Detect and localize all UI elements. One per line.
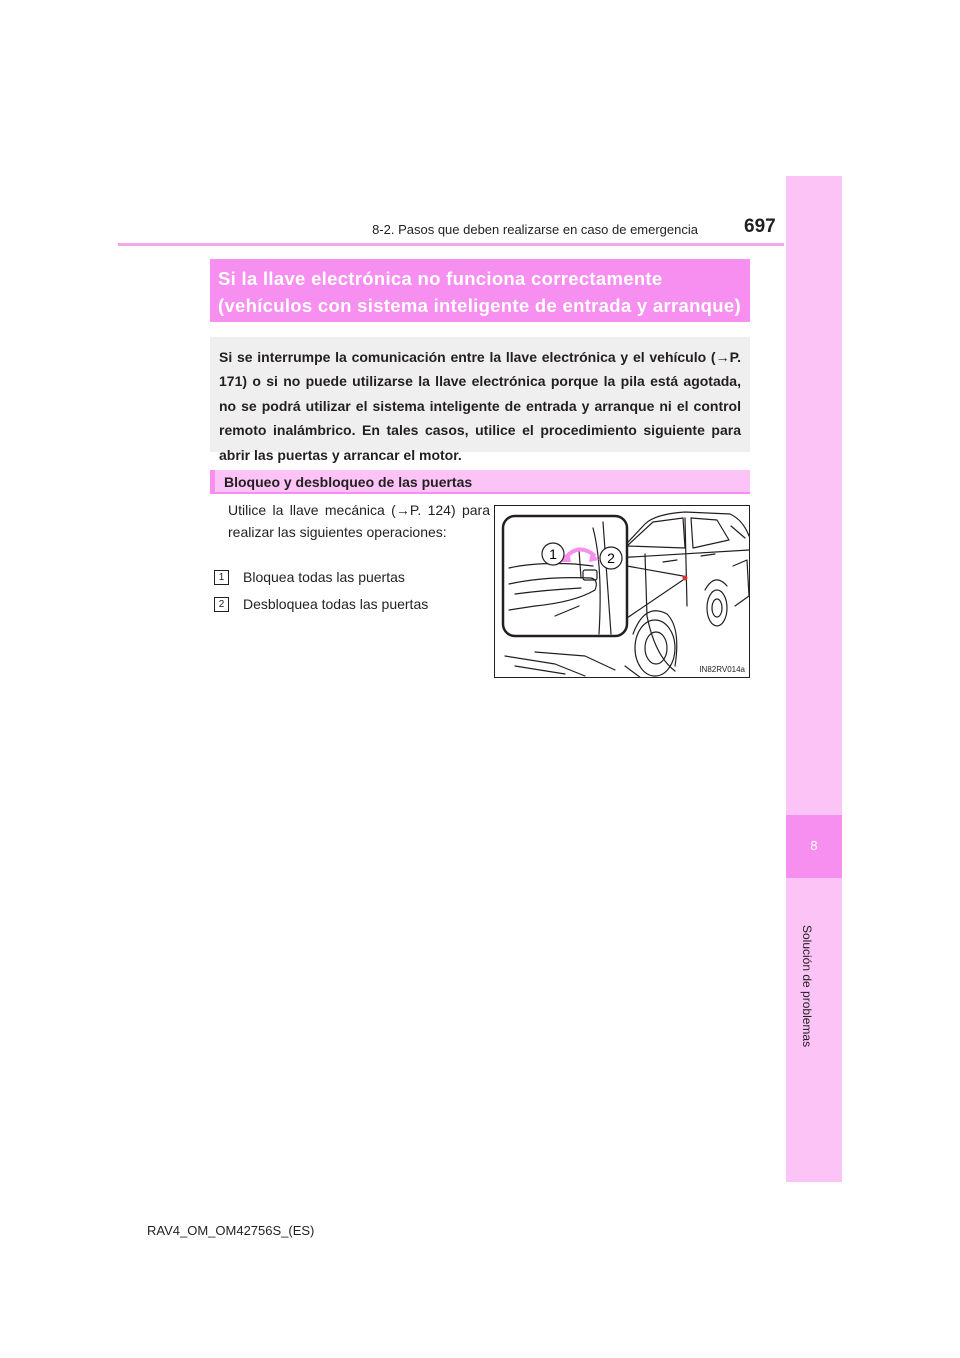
subsection-title: Bloqueo y desbloqueo de las puertas: [224, 474, 473, 490]
title-line-1: Si la llave electrónica no funciona correctamente: [218, 268, 663, 289]
section-header: 8-2. Pasos que deben realizarse en caso de emergencia: [372, 222, 698, 237]
svg-text:2: 2: [607, 550, 615, 566]
svg-text:1: 1: [549, 546, 557, 562]
subsection-header: [210, 470, 750, 494]
step-text: Desbloquea todas las puertas: [243, 596, 429, 612]
door-key-illustration: [494, 505, 750, 678]
body-text: Utilice la llave mecánica (→P. 124) para realizar las siguientes operaciones:: [228, 502, 490, 540]
car-door-drawing: [495, 506, 750, 678]
intro-box: [210, 337, 750, 463]
chapter-label: Solución de problemas: [800, 925, 814, 1048]
step-number-badge: 1: [214, 570, 229, 585]
side-tab: [786, 176, 842, 1182]
step-text: Bloquea todas las puertas: [243, 569, 405, 585]
page-number: 697: [744, 216, 776, 237]
intro-text: Si se interrumpe la comunicación entre la llave electrónica y el vehículo (→P. 171) o si no puede utilizarse la llave electrónica porque la pila está agotada, no se podrá utilizar el sistema inteligente de entrada y arranque ni el control remoto inalámbrico. En tales casos, utilice el procedimiento siguiente para abrir las puertas y arrancar el motor.: [219, 349, 741, 463]
illustration-code: IN82RV014a: [699, 665, 745, 674]
section-title-banner: [210, 259, 750, 322]
step-number-badge: 2: [214, 597, 229, 612]
footer-code: RAV4_OM_OM42756S_(ES): [147, 1223, 315, 1238]
callout-2: [600, 547, 622, 569]
header-rule: [118, 243, 784, 246]
title-line-2: (vehículos con sistema inteligente de entrada y arranque): [218, 295, 741, 316]
chapter-number: 8: [810, 838, 818, 853]
callout-1: [542, 543, 564, 565]
